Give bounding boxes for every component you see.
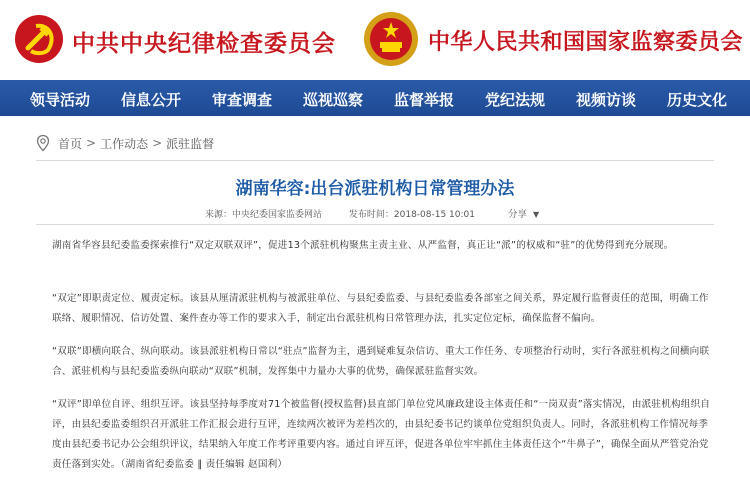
article-source: 来源：中央纪委国家监委网站	[205, 210, 323, 220]
nav-item-inspection[interactable]: 巡视巡察	[303, 91, 364, 109]
nsc-title: 中华人民共和国国家监察委员会	[428, 29, 744, 55]
nav-item-regulations[interactable]: 党纪法规	[485, 91, 546, 109]
breadcrumb-resident-supervision[interactable]: 派驻监督	[166, 136, 215, 151]
chevron-down-icon: ▼	[533, 210, 540, 219]
share-button[interactable]	[508, 206, 539, 220]
article-title: 湖南华容:出台派驻机构日常管理办法	[235, 179, 515, 199]
nav-item-investigation[interactable]: 审查调查	[212, 91, 273, 109]
location-pin-icon	[34, 134, 52, 152]
divider	[36, 224, 714, 225]
breadcrumb-separator: >	[86, 136, 97, 150]
article-paragraph: “双评”即单位自评、组织互评。该县坚持每季度对71个被监督(授权监督)县直部门单位党风廉政建设主体责任和“一岗双责”落实情况，由派驻机构组织自评，由县纪委监委组织召开派驻工作汇报会进行互评，连续两次被评为差档次的，由县纪委书记约谈单位党组织负责人。同时，各派驻机构工作情况每季度由县纪委书记办公会组织评议，结果纳入年度工作考评重要内容。通过自评互评，促进各单位牢牢抓住主体责任这个“牛鼻子”，确保全面从严管党治党责任落到实处。（湖南省纪委监委 ‖ 责任编辑 赵国利）	[52, 399, 711, 470]
breadcrumb	[34, 134, 214, 152]
article-paragraph: 湖南省华容县纪委监委探索推行“双定双联双评”，促进13个派驻机构聚焦主责主业、从严监督，真正让“派”的权威和“驻”的优势得到充分展现。	[52, 240, 674, 251]
article-meta	[205, 207, 475, 220]
breadcrumb-work-news[interactable]: 工作动态	[100, 136, 149, 151]
breadcrumb-separator: >	[152, 136, 163, 150]
nav-item-info-disclosure[interactable]: 信息公开	[121, 91, 182, 109]
nav-item-report[interactable]: 监督举报	[394, 91, 455, 109]
cpc-ccdi-title: 中共中央纪律检查委员会	[72, 30, 336, 57]
nav-item-leadership[interactable]: 领导活动	[30, 91, 91, 109]
national-emblem-icon	[362, 10, 420, 68]
article-paragraph: “双联”即横向联合、纵向联动。该县派驻机构日常以“驻点”监督为主，遇到疑难复杂信访、重大工作任务、专项整治行动时，实行各派驻机构之间横向联合、派驻机构与县纪委监委纵向联动“双联”机制，发挥集中力量办大事的优势，确保派驻监督实效。	[52, 346, 710, 377]
main-nav	[0, 80, 750, 116]
divider	[36, 160, 714, 161]
party-emblem-icon	[14, 14, 64, 64]
nav-item-video[interactable]: 视频访谈	[576, 91, 637, 109]
breadcrumb-home[interactable]: 首页	[58, 136, 83, 151]
article-paragraph: “双定”即职责定位、履责定标。该县从厘清派驻机构与被派驻单位、与县纪委监委、与县纪委监委各部室之间关系，界定履行监督责任的范围，明确工作联络、履职情况、信访处置、案件查办等工作的要求入手，制定出台派驻机构日常管理办法，扎实定位定标，确保监督不偏向。	[52, 293, 709, 324]
share-label: 分享	[508, 209, 528, 220]
nav-item-history[interactable]: 历史文化	[667, 91, 728, 109]
article-publish-time: 发布时间：2018-08-15 10:01	[348, 210, 475, 220]
site-header	[0, 0, 750, 80]
